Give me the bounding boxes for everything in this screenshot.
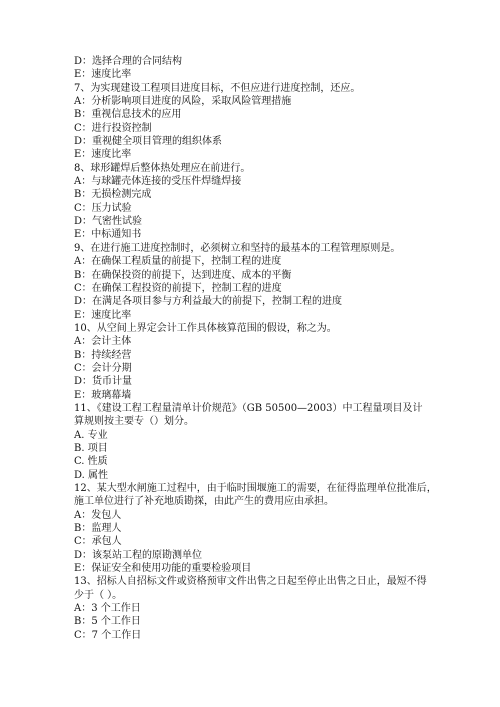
text-line: C：压力试验 (74, 202, 132, 214)
text-line: 8、球形罐焊后整体热处理应在前进行。 (74, 162, 251, 174)
text-line: A：与球罐壳体连接的受压件焊缝焊接 (74, 176, 242, 188)
text-line: D：货币计量 (74, 376, 133, 388)
text-line: B：5 个工作日 (74, 616, 141, 628)
text-line: E：中标通知书 (74, 229, 142, 241)
text-line: C：7 个工作日 (74, 629, 142, 641)
text-line: A：3 个工作日 (74, 603, 141, 615)
text-line: C：进行投资控制 (74, 122, 152, 134)
text-line: B：持续经营 (74, 349, 132, 361)
text-line: B：重视信息技术的应用 (74, 109, 182, 121)
text-line: D. 属性 (74, 469, 109, 481)
text-line: 少于（ ）。 (74, 589, 123, 601)
text-line: B：无损检测完成 (74, 189, 152, 201)
text-line: E：速度比率 (74, 149, 132, 161)
text-line: A：会计主体 (74, 336, 132, 348)
text-line: 10、从空间上界定会计工作具体核算范围的假设，称之为。 (74, 322, 337, 334)
text-line: 13、招标人自招标文件或资格预审文件出售之日起至停止出售之日止，最短不得 (74, 576, 427, 588)
text-line: B. 项目 (74, 442, 108, 454)
text-line: D：重视健全项目管理的组织体系 (74, 136, 223, 148)
text-line: E：玻璃幕墙 (74, 389, 132, 401)
text-line: 施工单位进行了补充地质勘探，由此产生的费用应由承担。 (74, 496, 334, 508)
text-line: E：速度比率 (74, 69, 132, 81)
text-line: 11、《建设工程工程量清单计价规范》（GB 50500—2003）中工程量项目及计 (74, 402, 423, 414)
text-line: C. 性质 (74, 456, 108, 468)
text-line: 9、在进行施工进度控制时，必须树立和坚持的最基本的工程管理原则是。 (74, 242, 401, 254)
text-line: A：发包人 (74, 509, 122, 521)
text-line: D：该泵站工程的原勘测单位 (74, 549, 203, 561)
text-line: A：分析影响项目进度的风险，采取风险管理措施 (74, 96, 292, 108)
text-line: B：在确保投资的前提下，达到进度、成本的平衡 (74, 269, 292, 281)
text-line: B：监理人 (74, 523, 122, 535)
text-line: E：速度比率 (74, 309, 132, 321)
question-text-block (74, 55, 469, 642)
text-line: D：选择合理的合同结构 (74, 56, 183, 67)
text-line: C：会计分期 (74, 362, 132, 374)
text-line: D：在满足各项目参与方利益最大的前提下，控制工程的进度 (74, 296, 343, 308)
text-line: 7、为实现建设工程项目进度目标，不但应进行进度控制，还应。 (74, 82, 361, 94)
text-line: C：承包人 (74, 536, 122, 548)
text-line: 算规则按主要专（）划分。 (74, 416, 194, 428)
text-line: A：在确保工程质量的前提下，控制工程的进度 (74, 256, 282, 268)
text-line: C：在确保工程投资的前提下，控制工程的进度 (74, 282, 282, 294)
text-line: E：保证安全和使用功能的重要检验项目 (74, 563, 252, 575)
text-line: D：气密性试验 (74, 216, 143, 228)
text-line: A. 专业 (74, 429, 108, 441)
text-line: 12、某大型水闸施工过程中，由于临时围堰施工的需要，在征得监理单位批准后， (74, 483, 437, 494)
